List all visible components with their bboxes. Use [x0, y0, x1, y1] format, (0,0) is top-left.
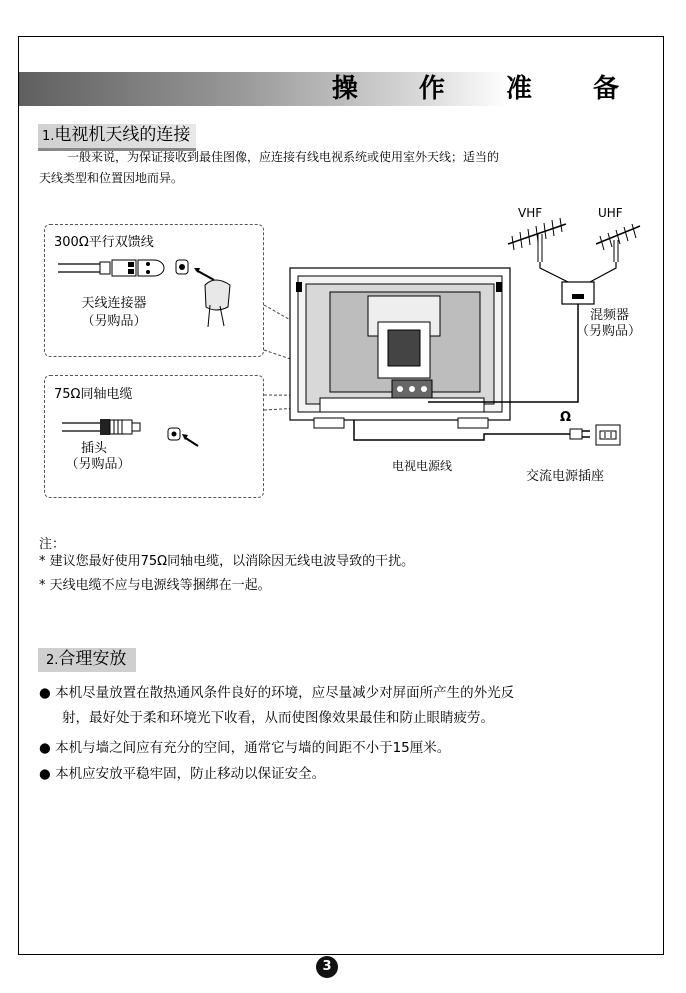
note-item-2: * 天线电缆不应与电源线等捆绑在一起。	[39, 578, 271, 593]
mixer-label: 混频器	[590, 308, 630, 323]
power-plug-icon	[570, 429, 590, 439]
mixer-note: （另购品）	[576, 324, 642, 339]
intro-line2: 天线类型和位置因地而异。	[39, 171, 184, 185]
note-item-1: * 建议您最好使用75Ω同轴电缆，以消除因无线电波导致的干扰。	[39, 554, 415, 569]
connector-note: （另购品）	[81, 314, 147, 329]
section2-number: 2.	[46, 653, 59, 668]
ac-outlet-label: 交流电源插座	[526, 469, 605, 484]
plug-note: （另购品）	[65, 457, 131, 472]
uhf-antenna-icon	[596, 224, 640, 262]
twin-lead-label: 300Ω平行双馈线	[54, 235, 154, 250]
section2-heading	[38, 648, 136, 672]
vhf-antenna-icon	[508, 218, 566, 262]
bullet-1-continued: 射，最好处于柔和环境光下收看，从而使图像效果最佳和防止眼睛疲劳。	[62, 710, 494, 726]
bullet-3: ● 本机应安放平稳牢固，防止移动以保证安全。	[39, 766, 326, 782]
plug-label: 插头	[80, 441, 107, 456]
mixer-icon	[562, 282, 594, 304]
bullet-2: ● 本机与墙之间应有充分的空间，通常它与墙的间距不小于15厘米。	[39, 740, 451, 756]
power-cord-label: 电视电源线	[392, 459, 453, 473]
uhf-label: UHF	[598, 206, 623, 220]
notes-heading: 注：	[39, 537, 66, 552]
wall-outlet-icon	[596, 425, 620, 445]
section2-title: 合理安放	[58, 649, 127, 669]
bullet-1: ● 本机尽量放置在散热通风条件良好的环境，应尽量减少对屏面所产生的外光反	[39, 685, 515, 701]
connector-label: 天线连接器	[81, 296, 147, 311]
page-title: 操 作 准 备	[331, 74, 645, 104]
omega-label: Ω	[560, 410, 572, 425]
vhf-label: VHF	[518, 206, 543, 220]
tv-back-icon	[290, 268, 510, 428]
section1-number: 1.	[42, 129, 55, 144]
page-number: 3	[316, 956, 338, 978]
section1-title: 电视机天线的连接	[54, 125, 191, 145]
intro-line1: 一般来说，为保证接收到最佳图像，应连接有线电视系统或使用室外天线；适当的	[67, 150, 500, 164]
coax-label: 75Ω同轴电缆	[54, 387, 133, 402]
